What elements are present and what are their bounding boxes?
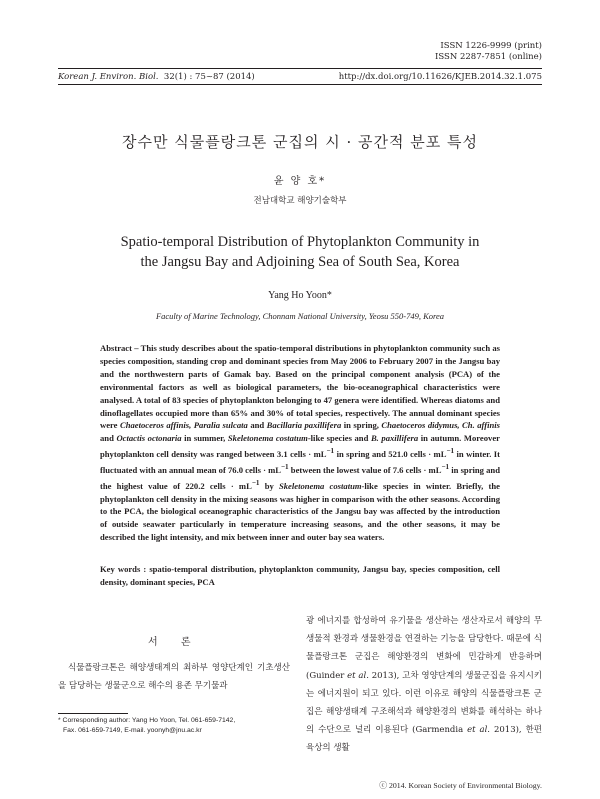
title-english-line1: Spatio-temporal Distribution of Phytoplankton Community in bbox=[120, 234, 480, 250]
keywords-text: spatio-temporal distribution, phytoplankton community, Jangsu bay, species composition, cell density, dominant species, PCA bbox=[100, 564, 500, 587]
corresponding-author-footnote bbox=[58, 716, 298, 735]
author-korean: 윤 양 호* bbox=[273, 176, 327, 187]
issn-online: ISSN 2287-7851 (online) bbox=[435, 52, 542, 62]
title-english-line2: the Jangsu Bay and Adjoining Sea of South Sea, Korea bbox=[140, 254, 460, 270]
intro-paragraph-right: 광 에너지를 합성하여 유기물을 생산하는 생산자로서 해양의 무생물적 환경과 생물환경을 연결하는 기능을 담당한다. 때문에 식물플랑크톤 군집은 해양환경의 변화에 민감하게 반응하며 (Guinder et al. 2013), 고차 영양단계의 생물군집을 유지시키는 에너지원이 되고 있다. 이런 이유로 해양의 식물플랑크톤 군집은 해양생태계 구조해석과 해양환경의 변화를 해석하는 하나의 수단으로 널리 이용된다 (Garmendia et al. 2013), 한편 육상의 생활 bbox=[306, 616, 543, 754]
header-rule-bottom bbox=[58, 84, 542, 85]
doi-link[interactable]: http://dx.doi.org/10.11626/KJEB.2014.32.1.075 bbox=[338, 72, 542, 82]
journal-name: Korean J. Environ. Biol. bbox=[58, 72, 159, 82]
keywords-label: Key words : bbox=[100, 564, 147, 574]
title-korean: 장수만 식물플랑크톤 군집의 시 · 공간적 분포 특성 bbox=[122, 133, 478, 151]
affiliation-english: Faculty of Marine Technology, Chonnam National University, Yeosu 550-749, Korea bbox=[155, 311, 445, 321]
abstract-label: Abstract bbox=[100, 343, 132, 353]
intro-paragraph-left: 식물플랑크톤은 해양생태계의 최하부 영양단계인 기초생산을 담당하는 생물군으로 해수의 용존 무기물과 bbox=[58, 663, 290, 691]
volume-pages: 32(1) : 75~87 (2014) bbox=[163, 72, 255, 82]
affiliation-korean: 전남대학교 해양기술학부 bbox=[253, 196, 347, 206]
footnote-line2: Fax. 061-659-7149, E-mail. yoonyh@jnu.ac.kr bbox=[63, 726, 202, 734]
section-heading-introduction: 서 론 bbox=[148, 637, 201, 648]
author-english: Yang Ho Yoon* bbox=[268, 290, 332, 301]
copyright: ⓒ 2014. Korean Society of Environmental Biology. bbox=[379, 781, 542, 790]
keywords bbox=[100, 563, 500, 589]
title-english bbox=[60, 232, 540, 272]
issn-print: ISSN 1226-9999 (print) bbox=[440, 41, 542, 51]
abstract: Abstract – This study describes about the spatio-temporal distributions in phytoplankton community such as species composition, standing crop and dominant species from May 2006 to February 2007 in the Jangsu bay and the northwestern parts of Gamak bay. Based on the principal component analysis (PCA) of the environmental factors as well as biological parameters, the bio-oceanographical characteristics were analysed. A total of 83 species of phytoplankton belonging to 47 genera were identified. Whereas diatoms and dinoflagellates occupied more than 65% and 30% of total species, respectively. The annual dominant species were Chaetoceros affinis, Paralia sulcata and Bacillaria paxillifera in spring, Chaetoceros didymus, Ch. affinis and Octactis octonaria in summer, Skeletonema costatum-like species and B. paxillifera in autumn. Moreover phytoplankton cell density was ranged between 3.1 cells · $mL^{-1}$ in spring and 521.0 cells · $mL^{-1}$ in winter. It fluctuated with an annual mean of 76.0 cells · $mL^{-1}$ between the lowest value of 7.6 cells · $mL^{-1}$ in spring and the highest value of 220.2 cells · $mL^{-1}$ by Skeletonema costatum-like species in winter. Briefly, the phytoplankton cell density in the mixing seasons was higher in comparison with the other seasons. According to the PCA, the biological oceanographic characteristics of the Jangsu bay was affected by the introduction of outside seawater particularly in temperature increasing seasons, and the other seasons, it may be described the light intensity, and mix between inner and outer bay sea waters. bbox=[100, 343, 500, 543]
journal-citation bbox=[58, 72, 255, 82]
footnote-rule bbox=[58, 713, 128, 714]
journal-line bbox=[58, 72, 542, 82]
footnote-line1: * Corresponding author: Yang Ho Yoon, Tel. 061-659-7142, bbox=[58, 717, 236, 724]
header-rule-top bbox=[58, 68, 542, 69]
